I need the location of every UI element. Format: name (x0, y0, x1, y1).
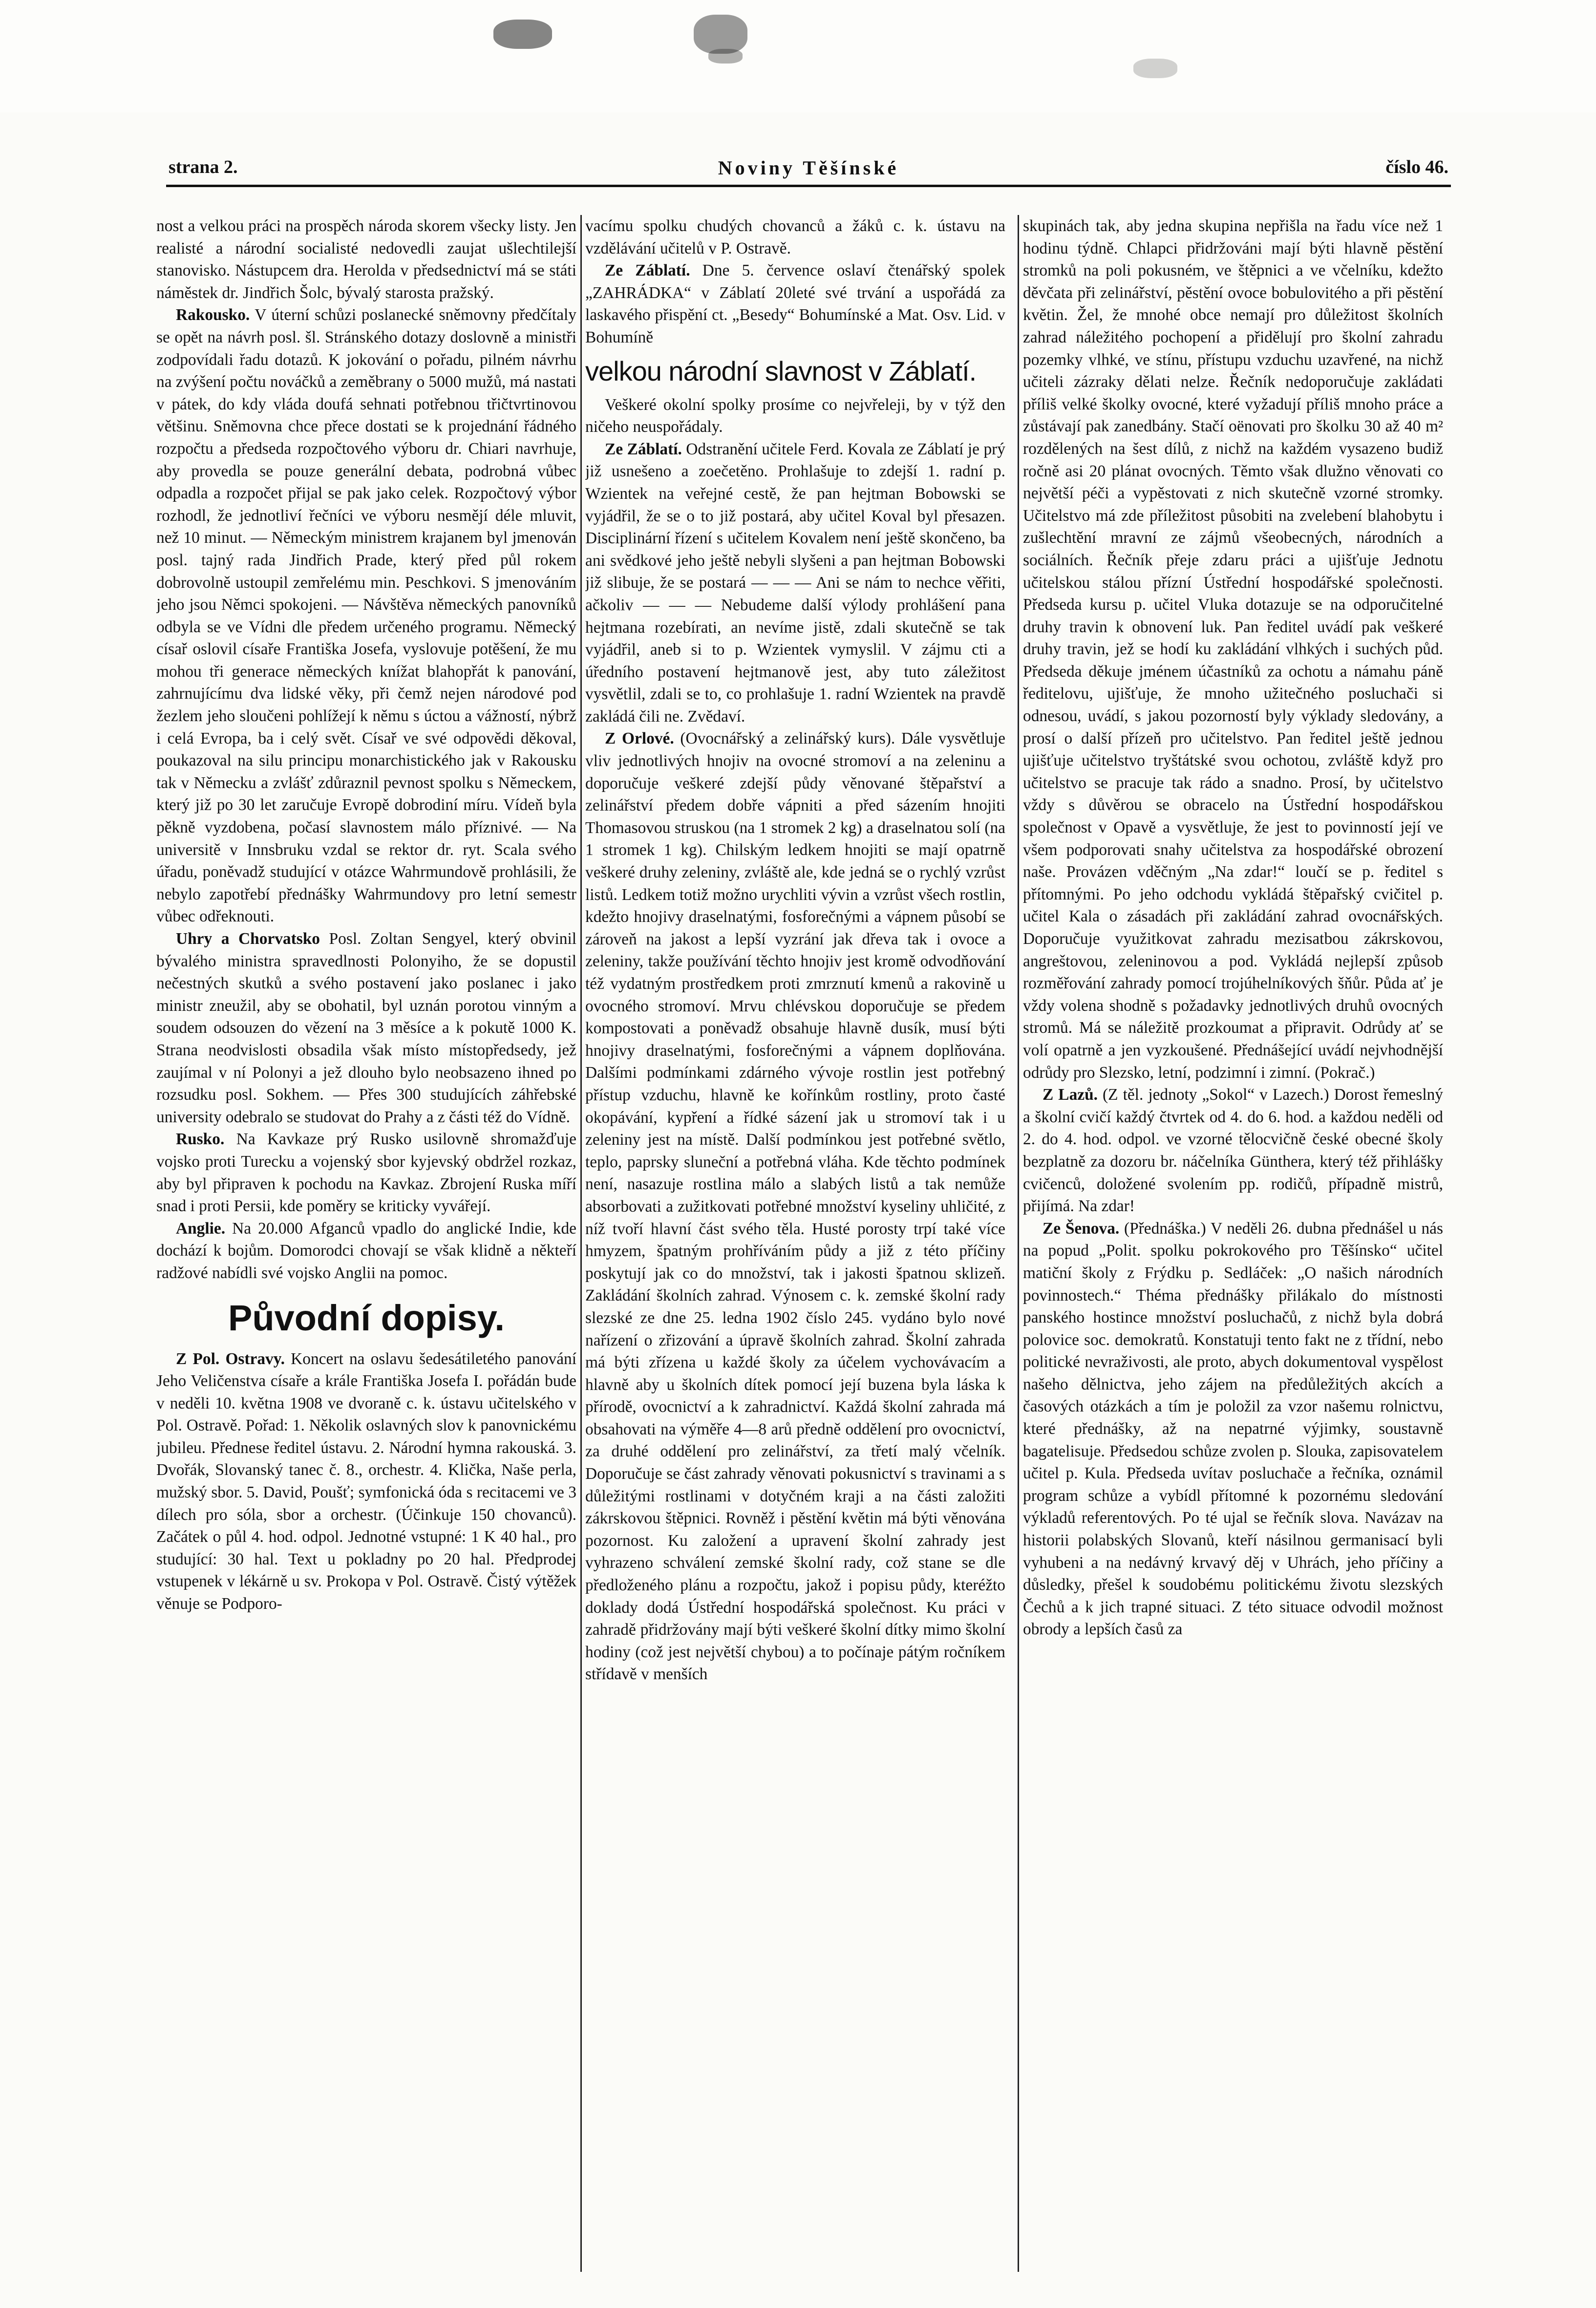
article-text: Na 20.000 Afganců vpadlo do anglické Indie, kde dochází k bojům. Domorodci chovají se však klidně a někteří radžové nabídli své vojsko Anglii na pomoc. (156, 1219, 576, 1282)
section-heading: Původní dopisy. (228, 1297, 505, 1338)
article-text: Dne 5. července oslaví čtenářský spolek „ZAHRÁDKA“ v Záblatí 20leté své trvání a uspořádá za laskavého přispění ct. „Besedy“ Bohumínské a Mat. Osv. Lid. v Bohumíně (585, 261, 1005, 346)
section-keyword: Z Orlové. (605, 729, 674, 748)
article-paragraph: nost a velkou práci na prospěch národa skorem všecky listy. Jen realisté a národní socialisté nedovedli zaujat ušlechtilejší stanovisko. Nástupcem dra. Herolda v předsednictví má se státi náměstek dr. Jindřich Šolc, bývalý starosta pražský. (156, 217, 576, 302)
page-number: strana 2. (169, 157, 238, 177)
article-paragraph: Veškeré okolní spolky prosíme co nejvřeleji, by v týž den ničeho neuspořádaly. (585, 395, 1005, 436)
scan-smudge-mark (1133, 59, 1177, 78)
article-lazu (1023, 1084, 1443, 1218)
section-keyword: Ze Šenova. (1043, 1219, 1120, 1238)
article-text: (Přednáška.) V neděli 26. dubna přednášel u nás na popud „Polit. spolku pokrokového pro Těšínsko“ učitel matiční školy z Frýdku p. Sedláček: „O našich národních povinnostech.“ Théma přednášky přilákalo do místnosti panského hostince množství posluchačů, z nichž byla dobrá polovice soc. demokratů. Konstatuji tento fakt ne z třídní, nebo politické nevraživosti, ale proto, abych dokumentoval vyspělost našeho dělnictva, jeho zájem na předůležitých akcích a časových otázkách a tím je položil za vzor našemu rolnictvu, které přednášky, až na nepatrné výjimky, soustavně bagatelisuje. Předsedou schůze zvolen p. Slouka, zapisovatelem učitel p. Kula. Předseda uvítav posluchače a řečníka, oznámil program schůze a vybídl přítomné k pozornému sledování výkladů referentových. Po té ujal se řečník slova. Navázav na historii polabských Slovanů, kteří násilnou germanisací byli vyhubeni a na nedávný krvavý děj v Uhrách, jeho příčiny a důsledky, přešel k soudobému politickému životu slezských Čechů a k jich trapné situaci. Z této situace odvodil možnost obrody a lepších časů za (1023, 1219, 1443, 1639)
scan-smudge-mark (493, 20, 552, 49)
article-zablati (585, 259, 1005, 348)
article-rusko (156, 1128, 576, 1217)
column-2 (585, 215, 1005, 2272)
newspaper-title: Noviny Těšínské (718, 157, 899, 179)
article-senova (1023, 1218, 1443, 1641)
article-anglie (156, 1218, 576, 1284)
article-ostrava (156, 1348, 576, 1615)
article-uhry (156, 928, 576, 1128)
column-3 (1023, 215, 1443, 2272)
section-keyword: Z Pol. Ostravy. (176, 1349, 285, 1368)
scan-smudge-mark (708, 49, 743, 64)
section-keyword: Rusko. (176, 1130, 225, 1149)
section-keyword: Rakousko. (176, 306, 250, 324)
section-keyword: Ze Záblatí. (605, 440, 682, 458)
article-text: (Ovocnářský a zelinářský kurs). Dále vysvětluje vliv jednotlivých hnojiv na ovocné stromoví a na zeleninu a doporučuje veškeré zdejší půdy věnované štěpařství a zelinářství předem dobře vápniti a před sázením hnojiti Thomasovou struskou (na 1 stromek 2 kg) a draselnatou solí (na 1 stromek 1 kg). Chilským ledkem hnojiti se mají opatrně veškeré druhy zeleniny, zvláště ale, kde jedná se o rychlý vzrůst listů. Ledkem totiž možno urychliti vývin a vzrůst všech rostlin, kdežto hnojivy draselnatými, fosforečnými a vápnem působí se zároveň na jakost a lepší vyzrání jak dřeva tak i ovoce a zeleniny, takže používání těchto hnojiv jest kromě odvodňování též vydatným prostředkem proti zmrznutí kmenů a rakovině u ovocného stromoví. Mrvu chlévskou doporučuje se předem kompostovati a poněvadž obsahuje hlavně dusík, musí býti hnojivy draselnatými, fosforečnými a vápnem doplňována. Dalšími podmínkami zdárného vývoje rostlin jest potřebný přístup vzduchu, hlavně ke kořínkům rostliny, proto časté okopávání, kypření a řídké sázení jak u stromoví tak i u zeleniny jest na místě. Další podmínkou jest potřebné světlo, teplo, paprsky sluneční a potřebná vláha. Kde těchto podmínek není, nasazuje rostlina málo a slabých listů a tak nemůže absorbovati a zužitkovati potřebné množství kyseliny uhličité, z níž tvoří hlavní část svého těla. Husté porosty trpí také více hmyzem, špatným prohříváním půdy a již z této příčiny poskytují jak co do množství, tak i jakosti špatnou sklizeň. Zakládání školních zahrad. Výnosem c. k. zemské školní rady slezské ze dne 25. ledna 1902 číslo 245. vydáno bylo nové nařízení o zřizování a úpravě školních zahrad. Školní zahrada má býti zřízena u každé školy za účelem vychovávacím a hlavně aby u školních dítek pomocí její buzena byla láska k přírodě, ovocnictví a k zahradnictví. Každá školní zahrada má obsahovati na výměře 4—8 arů předně oddělení pro ovocnictví, za druhé oddělení pro zelinářství, za třetí malý včelník. Doporučuje se část zahrady věnovati pokusnictví s travinami a s důležitými rostlinami v dotyčném kraji a na části založiti zákrskovou štěpnici. Rovněž i pěstění květin má býti věnována pozornost. Ku založení a upravení školní zahrady jest vyhrazeno schválení zemské školní rady, což stane se dle předloženého plánu a rozpočtu, jakož i popisu půdy, kteréžto doklady dodá Ústřední hospodářská společnost. Ku práci v zahradě přidržovány mají býti veškeré školní dítky mimo školní hodiny (což jest největší chybou) a to počínaje pátým ročníkem střídavě v menších (585, 729, 1005, 1684)
page-header (169, 156, 1448, 186)
article-paragraph: skupinách tak, aby jedna skupina nepřišla na řadu více než 1 hodinu týdně. Chlapci přidržováni mají býti hlavně pěstění stromků na poli pokusném, ve štěpnici a ve včelníku, kdežto děvčata při zelinářství, pěstění ovoce bobulovitého a při pěstění květin. Žel, že mnohé obce nemají pro důležitost školních zahrad náležitého pochopení a přidělují pro školní zahradu pozemky vlhké, ve stínu, přístupu vzduchu uzavřené, na nichž učiteli zázraky dělati nelze. Řečník nedoporučuje zakládati příliš velké školky ovocné, které vyžadují příliš mnoho práce a zůstávají pak zanedbány. Stačí oënovati pro školku 30 až 40 m² rozdělených na šest dílů, z nichž na každém vysazeno budiž ročně asi 20 plánat ovocných. Těmto však dlužno věnovati co největší péči a vypěstovati z nich skutečně vzorné stromky. Učitelstvo má zde příležitost působiti na zvelebení blahobytu i zušlechtění mravní ze zájmů všeobecných, národních a sociálních. Řečník přeje zdaru práci a ujišťuje Jednotu učitelskou stálou přízní Ústřední hospodářské společnosti. Předseda kursu p. učitel Vluka dotazuje se na odporučitelné druhy travin k obnovení luk. Pan ředitel uvádí pak veškeré druhy travin, jež se hodí ku zakládání vlhkých i suchých půd. Předseda děkuje jménem účastníků za ochotu a námahu páně ředitelovu, ujišťuje, že mnoho užitečného posluchači si odnesou, uvádí, s jakou pozorností byly výklady sledovány, a prosí o další přízeň pro učitelstvo. Pan ředitel ještě jednou ujišťuje učitelstvo tryštátské svou ochotou, zvláště když pro učitelstvo se pracuje tak rádo a snadno. Prosí, by učitelstvo vždy s důvěrou se obracelo na Ústřední hospodářskou společnost v Opavě a vysvětluje, že jest to povinností její ve všem podporovati snahy učitelstva za hospodářské obrození naše. Provázen vděčným „Na zdar!“ loučí se p. ředitel s přítomnými. Po jeho odchodu vykládá štěpařský cvičitel p. učitel Kala o zásadách při zakládání zahrad ovocnářských. Doporučuje využitkovat zahradu mezisatbou zákrskovou, angreštovou, zeleninovou a pod. Vykládá nejlepší způsob rozměřování zahrady pomocí trojúhelníkových šňůr. Půda ať je vždy volena shodně s požadavky jednotlivých druhů ovocných stromů. Má se náležitě prozkoumat a připravit. Odrůdy ať se volí opatrně a jen vyzkoušené. Přednášející uvádí nejvhodnější odrůdy pro Slezsko, letní, podzimní i zimní. (Pokrač.) (1023, 217, 1443, 1082)
event-headline: velkou národní slavnost v Záblatí. (585, 355, 977, 386)
article-orlova (585, 727, 1005, 1686)
article-text: Na Kavkaze prý Rusko usilovně shromažďuje vojsko proti Turecku a vojenský sbor kyjevský obdržel rozkaz, aby byl připraven k pochodu na Kavkaz. Zbrojení Ruska míří snad i proti Persii, kde poměry se kriticky vyvářejí. (156, 1130, 576, 1216)
header-rule (166, 185, 1451, 187)
issue-number: číslo 46. (1385, 157, 1448, 177)
scan-margin-top (0, 0, 1596, 112)
section-keyword: Anglie. (176, 1219, 226, 1238)
article-text: Posl. Zoltan Sengyel, který obvinil bývalého ministra spravedlnosti Polonyiho, že se dopustil nečestných skutků a svého postavení jako poslanec i jako ministr zneužil, aby se obohatil, byl uznán porotou vinným a soudem odsouzen do vězení na 3 měsíce a k pokutě 1000 K. Strana neodvislosti obsadila však místo místopředsedy, jež zaujímal v ní Polonyi a jež dlouho bylo neobsazeno ihned po rozsudku posl. Sokhem. — Přes 300 studujících záhřebské university odebralo se studovat do Prahy a z části též do Vídně. (156, 930, 576, 1126)
section-keyword: Uhry a Chorvatsko (176, 930, 320, 948)
section-keyword: Ze Záblatí. (605, 261, 690, 280)
article-paragraph: vacímu spolku chudých chovanců a žáků c. k. ústavu na vzdělávání učitelů v P. Ostravě. (585, 217, 1005, 257)
column-1 (156, 215, 576, 2272)
article-rakousko (156, 304, 576, 928)
article-text: Odstranění učitele Ferd. Kovala ze Záblatí je prý již usnešeno a zoečetěno. Prohlašuje to zdejší 1. radní p. Wzientek na veřejné cestě, že pan hejtman Bobowski se vyjádřil, že se o to již postará, aby učitel Koval byl přesazen. Disciplinární řízení s učitelem Kovalem není ještě skončeno, ba ani svědkové jeho ještě nebyli slyšeni a pan hejtman Bobowski již slibuje, že se postará — — — Ani se nám to nechce věřiti, ačkoliv — — — Nebudeme další výlody prohlášení pana hejtmana rozebírati, an nevíme jistě, zdali skutečně se tak vyjádřil, aneb si to p. Wzientek vymyslil. V zájmu cti a úředního postavení hejtmanově jest, aby tuto záležitost vysvětlil, zdali se to, co prohlašuje 1. radní Wzientek na pravdě zakládá čili ne. Zvědaví. (585, 440, 1005, 726)
column-divider (580, 215, 582, 2272)
article-text: Koncert na oslavu šedesátiletého panování Jeho Veličenstva císaře a krále Františka Josefa I. pořádán bude v neděli 10. května 1908 ve dvoraně c. k. ústavu učitelského v Pol. Ostravě. Pořad: 1. Několik oslavných slov k panovnickému jubileu. Přednese ředitel ústavu. 2. Národní hymna rakouská. 3. Dvořák, Slovanský tanec č. 8., orchestr. 4. Klička, Naše perla, mužský sbor. 5. David, Poušť; symfonická óda s recitacemi ve 3 dílech pro sóla, sbor a orchestr. (Účinkuje 150 chovanců). Začátek o půl 4. hod. odpol. Jednotné vstupné: 1 K 40 hal., pro studující: 30 hal. Text u pokladny po 20 hal. Předprodej vstupenek v lékárně u sv. Prokopa v Pol. Ostravě. Čistý výtěžek věnuje se Podporo- (156, 1349, 576, 1613)
section-keyword: Z Lazů. (1043, 1086, 1098, 1104)
column-divider (1018, 215, 1019, 2272)
article-zablati-2 (585, 438, 1005, 728)
article-text: V úterní schůzi poslanecké sněmovny předčítaly se opět na návrh posl. šl. Stránského dotazy doslovně a ministři zodpovídali řadu dotazů. K jokování o pořadu, pilném návrhu na zvýšení počtu nováčků a zeměbrany o 5000 mužů, má nastati v pátek, do kdy vláda doufá sehnati potřebnou třičtvrtinovou většinu. Sněmovna chce přece dostati se k projednání řádného rozpočtu a předseda rozpočtového výboru dr. Chiari navrhuje, aby provedla se pouze generální debata, podrobná vůbec odpadla a rozpočet přijal se pak jako celek. Rozpočtový výbor rozhodl, že jednotliví řečníci ve výboru nesmějí déle mluvit, než 10 minut. — Německým ministrem krajanem byl jmenován posl. tajný rada Jindřich Prade, který před půl rokem dobrovolně ustoupil zemřelému min. Peschkovi. S jmenováním jeho jsou Němci spokojeni. — Návštěva německých panovníků odbyla se ve Vídni dle předem určeného programu. Německý císař oslovil císaře Františka Josefa, vyslovuje potěšení, že mu mohou tři generace německých knížat blahopřát k panování, zahrnujícímu dva lidské věky, při čemž nejen národové pod žezlem jeho sloučeni pohlížejí k němu s úctou a vážností, nýbrž i celá Evropa, ba i celý svět. Císař ve své odpovědi děkoval, poukazoval na silu principu monarchistického jak v Rakousku tak v Německu a zvlášť zdůraznil pevnost spolku s Německem, který již po 30 let zaručuje Evropě dobrodiní míru. Vídeň byla pěkně vyzdobena, počasí slavnostem málo příznivé. — Na universitě v Innsbruku vzdal se rektor dr. ryt. Scala svého úřadu, poněvadž studující v otázce Wahrmundově prohlásili, že nebylo zapotřebí přednášky Wahrmundovy pro letní semestr vůbec odřeknouti. (156, 306, 576, 926)
article-text: (Z těl. jednoty „Sokol“ v Lazech.) Dorost řemeslný a školní cvičí každý čtvrtek od 4. do 6. hod. a každou neděli od 2. do 4. hod. odpol. ve vzorné tělocvičně české obecné školy bezplatně za dozoru br. náčelníka Günthera, který též přihlášky cvičenců, doložené svolením pp. rodičů, případně mistrů, přijímá. Na zdar! (1023, 1086, 1443, 1216)
scan-smudge-mark (694, 15, 747, 54)
